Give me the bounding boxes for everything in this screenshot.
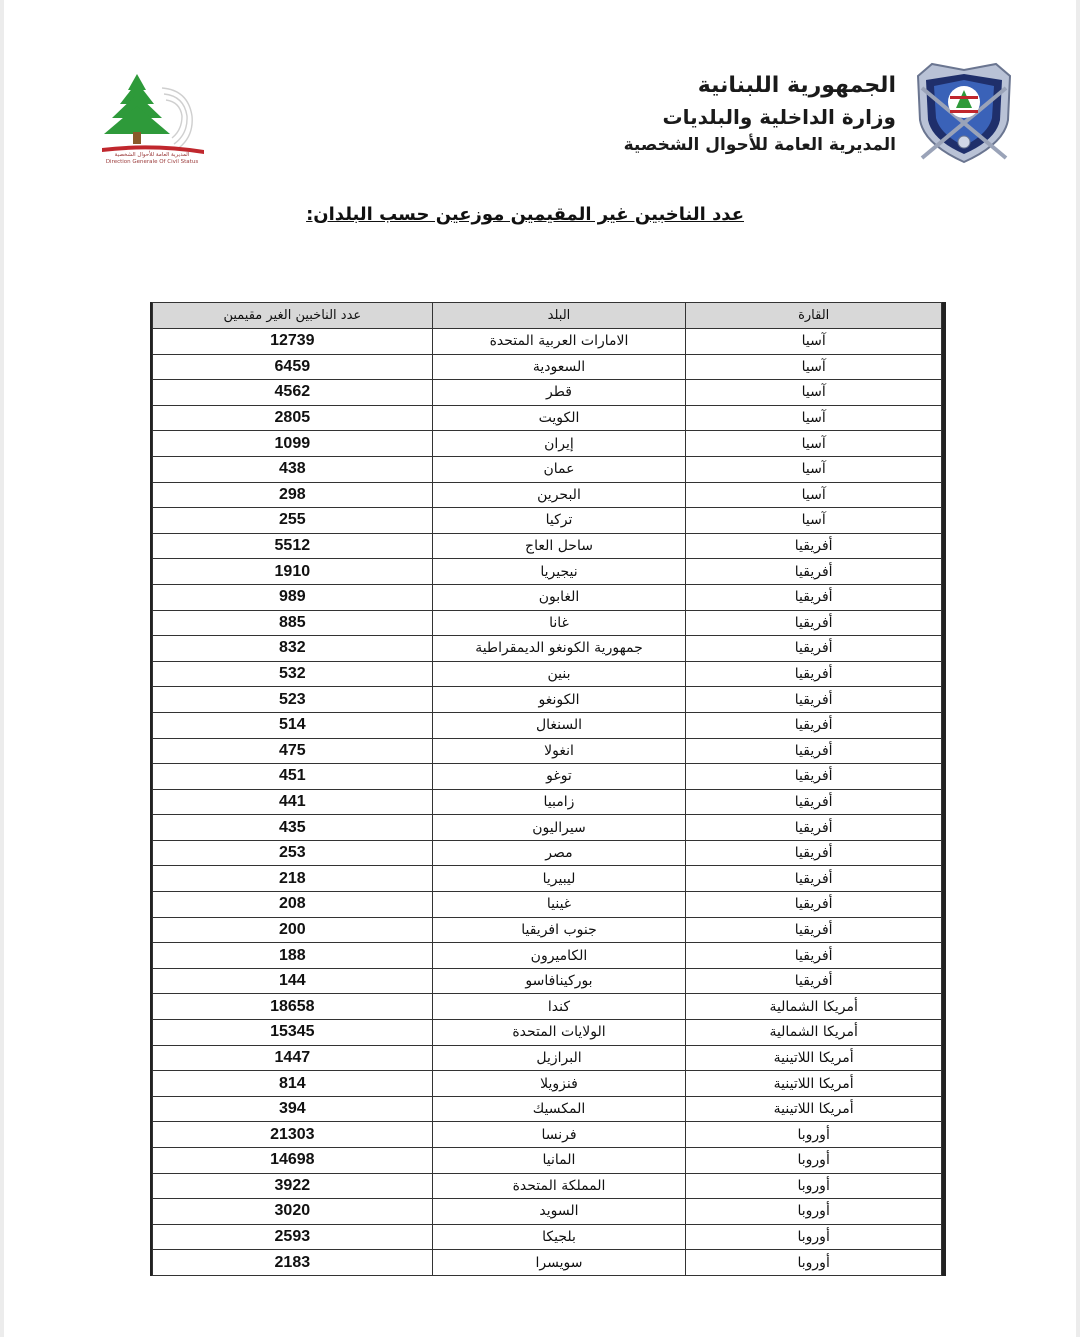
cell-continent: أمريكا الشمالية	[686, 1020, 942, 1046]
cell-continent: أمريكا اللاتينية	[686, 1045, 942, 1071]
cell-continent: أمريكا الشمالية	[686, 994, 942, 1020]
cell-voter-count: 832	[153, 636, 433, 662]
table-row	[153, 431, 942, 457]
cell-continent: آسيا	[686, 354, 942, 380]
table-row	[153, 610, 942, 636]
cell-continent: أفريقيا	[686, 661, 942, 687]
cell-voter-count: 21303	[153, 1122, 433, 1148]
cell-voter-count: 2593	[153, 1224, 433, 1250]
cell-continent: أفريقيا	[686, 610, 942, 636]
cell-country: بنين	[432, 661, 686, 687]
cell-country: البرازيل	[432, 1045, 686, 1071]
cell-voter-count: 814	[153, 1071, 433, 1097]
cell-voter-count: 989	[153, 584, 433, 610]
cell-voter-count: 188	[153, 943, 433, 969]
header-line-republic: الجمهورية اللبنانية	[697, 73, 896, 98]
cell-continent: آسيا	[686, 431, 942, 457]
header-country: البلد	[432, 303, 686, 329]
table-row	[153, 636, 942, 662]
cell-country: السنغال	[432, 712, 686, 738]
table-row	[153, 1148, 942, 1174]
logo-caption-fr: Direction Generale Of Civil Status	[105, 159, 199, 165]
cell-voter-count: 200	[153, 917, 433, 943]
cell-voter-count: 441	[153, 789, 433, 815]
table-row	[153, 329, 942, 355]
document-title: عدد الناخبين غير المقيمين موزعين حسب البلدان:	[306, 204, 744, 225]
table-row	[153, 892, 942, 918]
cell-country: تركيا	[432, 508, 686, 534]
cell-continent: آسيا	[686, 405, 942, 431]
cell-country: السويد	[432, 1199, 686, 1225]
logo-caption	[96, 152, 208, 166]
cell-continent: أفريقيا	[686, 968, 942, 994]
ministry-shield-icon	[912, 58, 1016, 170]
cell-voter-count: 3020	[153, 1199, 433, 1225]
cell-continent: آسيا	[686, 482, 942, 508]
cell-continent: أوروبا	[686, 1199, 942, 1225]
cell-voter-count: 435	[153, 815, 433, 841]
cell-country: سويسرا	[432, 1250, 686, 1276]
cell-country: المكسيك	[432, 1096, 686, 1122]
cell-continent: أفريقيا	[686, 943, 942, 969]
document-page	[4, 0, 1076, 1337]
table-row	[153, 968, 942, 994]
table-row	[153, 1250, 942, 1276]
cell-voter-count: 1910	[153, 559, 433, 585]
cell-continent: أفريقيا	[686, 789, 942, 815]
cell-voter-count: 15345	[153, 1020, 433, 1046]
cell-continent: أمريكا اللاتينية	[686, 1096, 942, 1122]
cell-country: الامارات العربية المتحدة	[432, 329, 686, 355]
cell-voter-count: 18658	[153, 994, 433, 1020]
cell-continent: أفريقيا	[686, 712, 942, 738]
table-row	[153, 738, 942, 764]
cell-continent: أفريقيا	[686, 687, 942, 713]
cell-voter-count: 255	[153, 508, 433, 534]
table-row	[153, 1122, 942, 1148]
cell-voter-count: 885	[153, 610, 433, 636]
cell-country: غانا	[432, 610, 686, 636]
table-row	[153, 789, 942, 815]
table-row	[153, 943, 942, 969]
cell-continent: أوروبا	[686, 1250, 942, 1276]
table-row	[153, 405, 942, 431]
cell-continent: أوروبا	[686, 1148, 942, 1174]
cell-continent: آسيا	[686, 329, 942, 355]
cell-continent: أفريقيا	[686, 636, 942, 662]
cell-voter-count: 208	[153, 892, 433, 918]
cell-continent: أفريقيا	[686, 892, 942, 918]
cell-continent: أمريكا اللاتينية	[686, 1071, 942, 1097]
cell-voter-count: 2805	[153, 405, 433, 431]
cell-country: عمان	[432, 456, 686, 482]
table-row	[153, 1096, 942, 1122]
table-row	[153, 482, 942, 508]
cell-country: توغو	[432, 764, 686, 790]
cell-country: قطر	[432, 380, 686, 406]
cell-voter-count: 394	[153, 1096, 433, 1122]
table-row	[153, 815, 942, 841]
table-row	[153, 866, 942, 892]
table-row	[153, 380, 942, 406]
cell-voter-count: 2183	[153, 1250, 433, 1276]
table-row	[153, 917, 942, 943]
cell-voter-count: 298	[153, 482, 433, 508]
cell-voter-count: 144	[153, 968, 433, 994]
table-body	[153, 329, 942, 1276]
cell-continent: آسيا	[686, 380, 942, 406]
header-continent: القارة	[686, 303, 942, 329]
cell-voter-count: 14698	[153, 1148, 433, 1174]
cell-voter-count: 514	[153, 712, 433, 738]
cell-voter-count: 3922	[153, 1173, 433, 1199]
cell-continent: أفريقيا	[686, 917, 942, 943]
cell-country: ساحل العاج	[432, 533, 686, 559]
cell-continent: أوروبا	[686, 1173, 942, 1199]
cell-continent: آسيا	[686, 456, 942, 482]
cell-voter-count: 1099	[153, 431, 433, 457]
cell-country: الكاميرون	[432, 943, 686, 969]
cell-country: إيران	[432, 431, 686, 457]
table-row	[153, 712, 942, 738]
cell-voter-count: 532	[153, 661, 433, 687]
cell-voter-count: 5512	[153, 533, 433, 559]
cell-voter-count: 4562	[153, 380, 433, 406]
cell-country: الولايات المتحدة	[432, 1020, 686, 1046]
cell-country: غينيا	[432, 892, 686, 918]
cell-country: نيجيريا	[432, 559, 686, 585]
header-line-ministry: وزارة الداخلية والبلديات	[662, 105, 896, 129]
logo-caption-ar: المديرية العامة للأحوال الشخصية	[114, 152, 190, 158]
table-row	[153, 1020, 942, 1046]
cell-voter-count: 523	[153, 687, 433, 713]
cell-country: الكونغو	[432, 687, 686, 713]
cell-voter-count: 12739	[153, 329, 433, 355]
voters-table	[152, 302, 942, 1276]
table-row	[153, 1071, 942, 1097]
cell-continent: أفريقيا	[686, 584, 942, 610]
table-row	[153, 1045, 942, 1071]
cell-country: المملكة المتحدة	[432, 1173, 686, 1199]
table-row	[153, 1199, 942, 1225]
table-header-row	[153, 303, 942, 329]
cell-voter-count: 218	[153, 866, 433, 892]
cell-continent: آسيا	[686, 508, 942, 534]
cell-country: انغولا	[432, 738, 686, 764]
cell-country: سيراليون	[432, 815, 686, 841]
cell-country: بوركينافاسو	[432, 968, 686, 994]
cell-continent: أفريقيا	[686, 815, 942, 841]
table-row	[153, 584, 942, 610]
cell-country: فرنسا	[432, 1122, 686, 1148]
header-voter-count: عدد الناخبين الغير مقيمين	[153, 303, 433, 329]
table-row	[153, 1173, 942, 1199]
cell-continent: أوروبا	[686, 1224, 942, 1250]
cell-country: زامبيا	[432, 789, 686, 815]
table-row	[153, 1224, 942, 1250]
cell-continent: أفريقيا	[686, 764, 942, 790]
table-row	[153, 840, 942, 866]
cell-voter-count: 475	[153, 738, 433, 764]
table-row	[153, 456, 942, 482]
cell-continent: أفريقيا	[686, 559, 942, 585]
cell-country: جنوب افريقيا	[432, 917, 686, 943]
table-row	[153, 508, 942, 534]
cell-country: مصر	[432, 840, 686, 866]
cell-country: فنزويلا	[432, 1071, 686, 1097]
cell-voter-count: 451	[153, 764, 433, 790]
cell-voter-count: 438	[153, 456, 433, 482]
table-row	[153, 354, 942, 380]
cell-voter-count: 1447	[153, 1045, 433, 1071]
cell-country: بلجيكا	[432, 1224, 686, 1250]
cell-continent: أفريقيا	[686, 866, 942, 892]
cell-country: الغابون	[432, 584, 686, 610]
cell-country: المانيا	[432, 1148, 686, 1174]
cell-country: جمهورية الكونغو الديمقراطية	[432, 636, 686, 662]
cell-country: ليبيريا	[432, 866, 686, 892]
cell-continent: أفريقيا	[686, 840, 942, 866]
cell-country: كندا	[432, 994, 686, 1020]
cell-voter-count: 253	[153, 840, 433, 866]
cell-continent: أوروبا	[686, 1122, 942, 1148]
header-block	[476, 70, 896, 158]
table-row	[153, 994, 942, 1020]
cell-country: الكويت	[432, 405, 686, 431]
header-line-directorate: المديرية العامة للأحوال الشخصية	[623, 135, 896, 155]
voters-table-wrapper	[150, 302, 946, 1276]
table-row	[153, 764, 942, 790]
cell-country: السعودية	[432, 354, 686, 380]
table-row	[153, 559, 942, 585]
cell-continent: أفريقيا	[686, 738, 942, 764]
cell-continent: أفريقيا	[686, 533, 942, 559]
table-row	[153, 661, 942, 687]
table-row	[153, 533, 942, 559]
cell-country: البحرين	[432, 482, 686, 508]
table-row	[153, 687, 942, 713]
cell-voter-count: 6459	[153, 354, 433, 380]
